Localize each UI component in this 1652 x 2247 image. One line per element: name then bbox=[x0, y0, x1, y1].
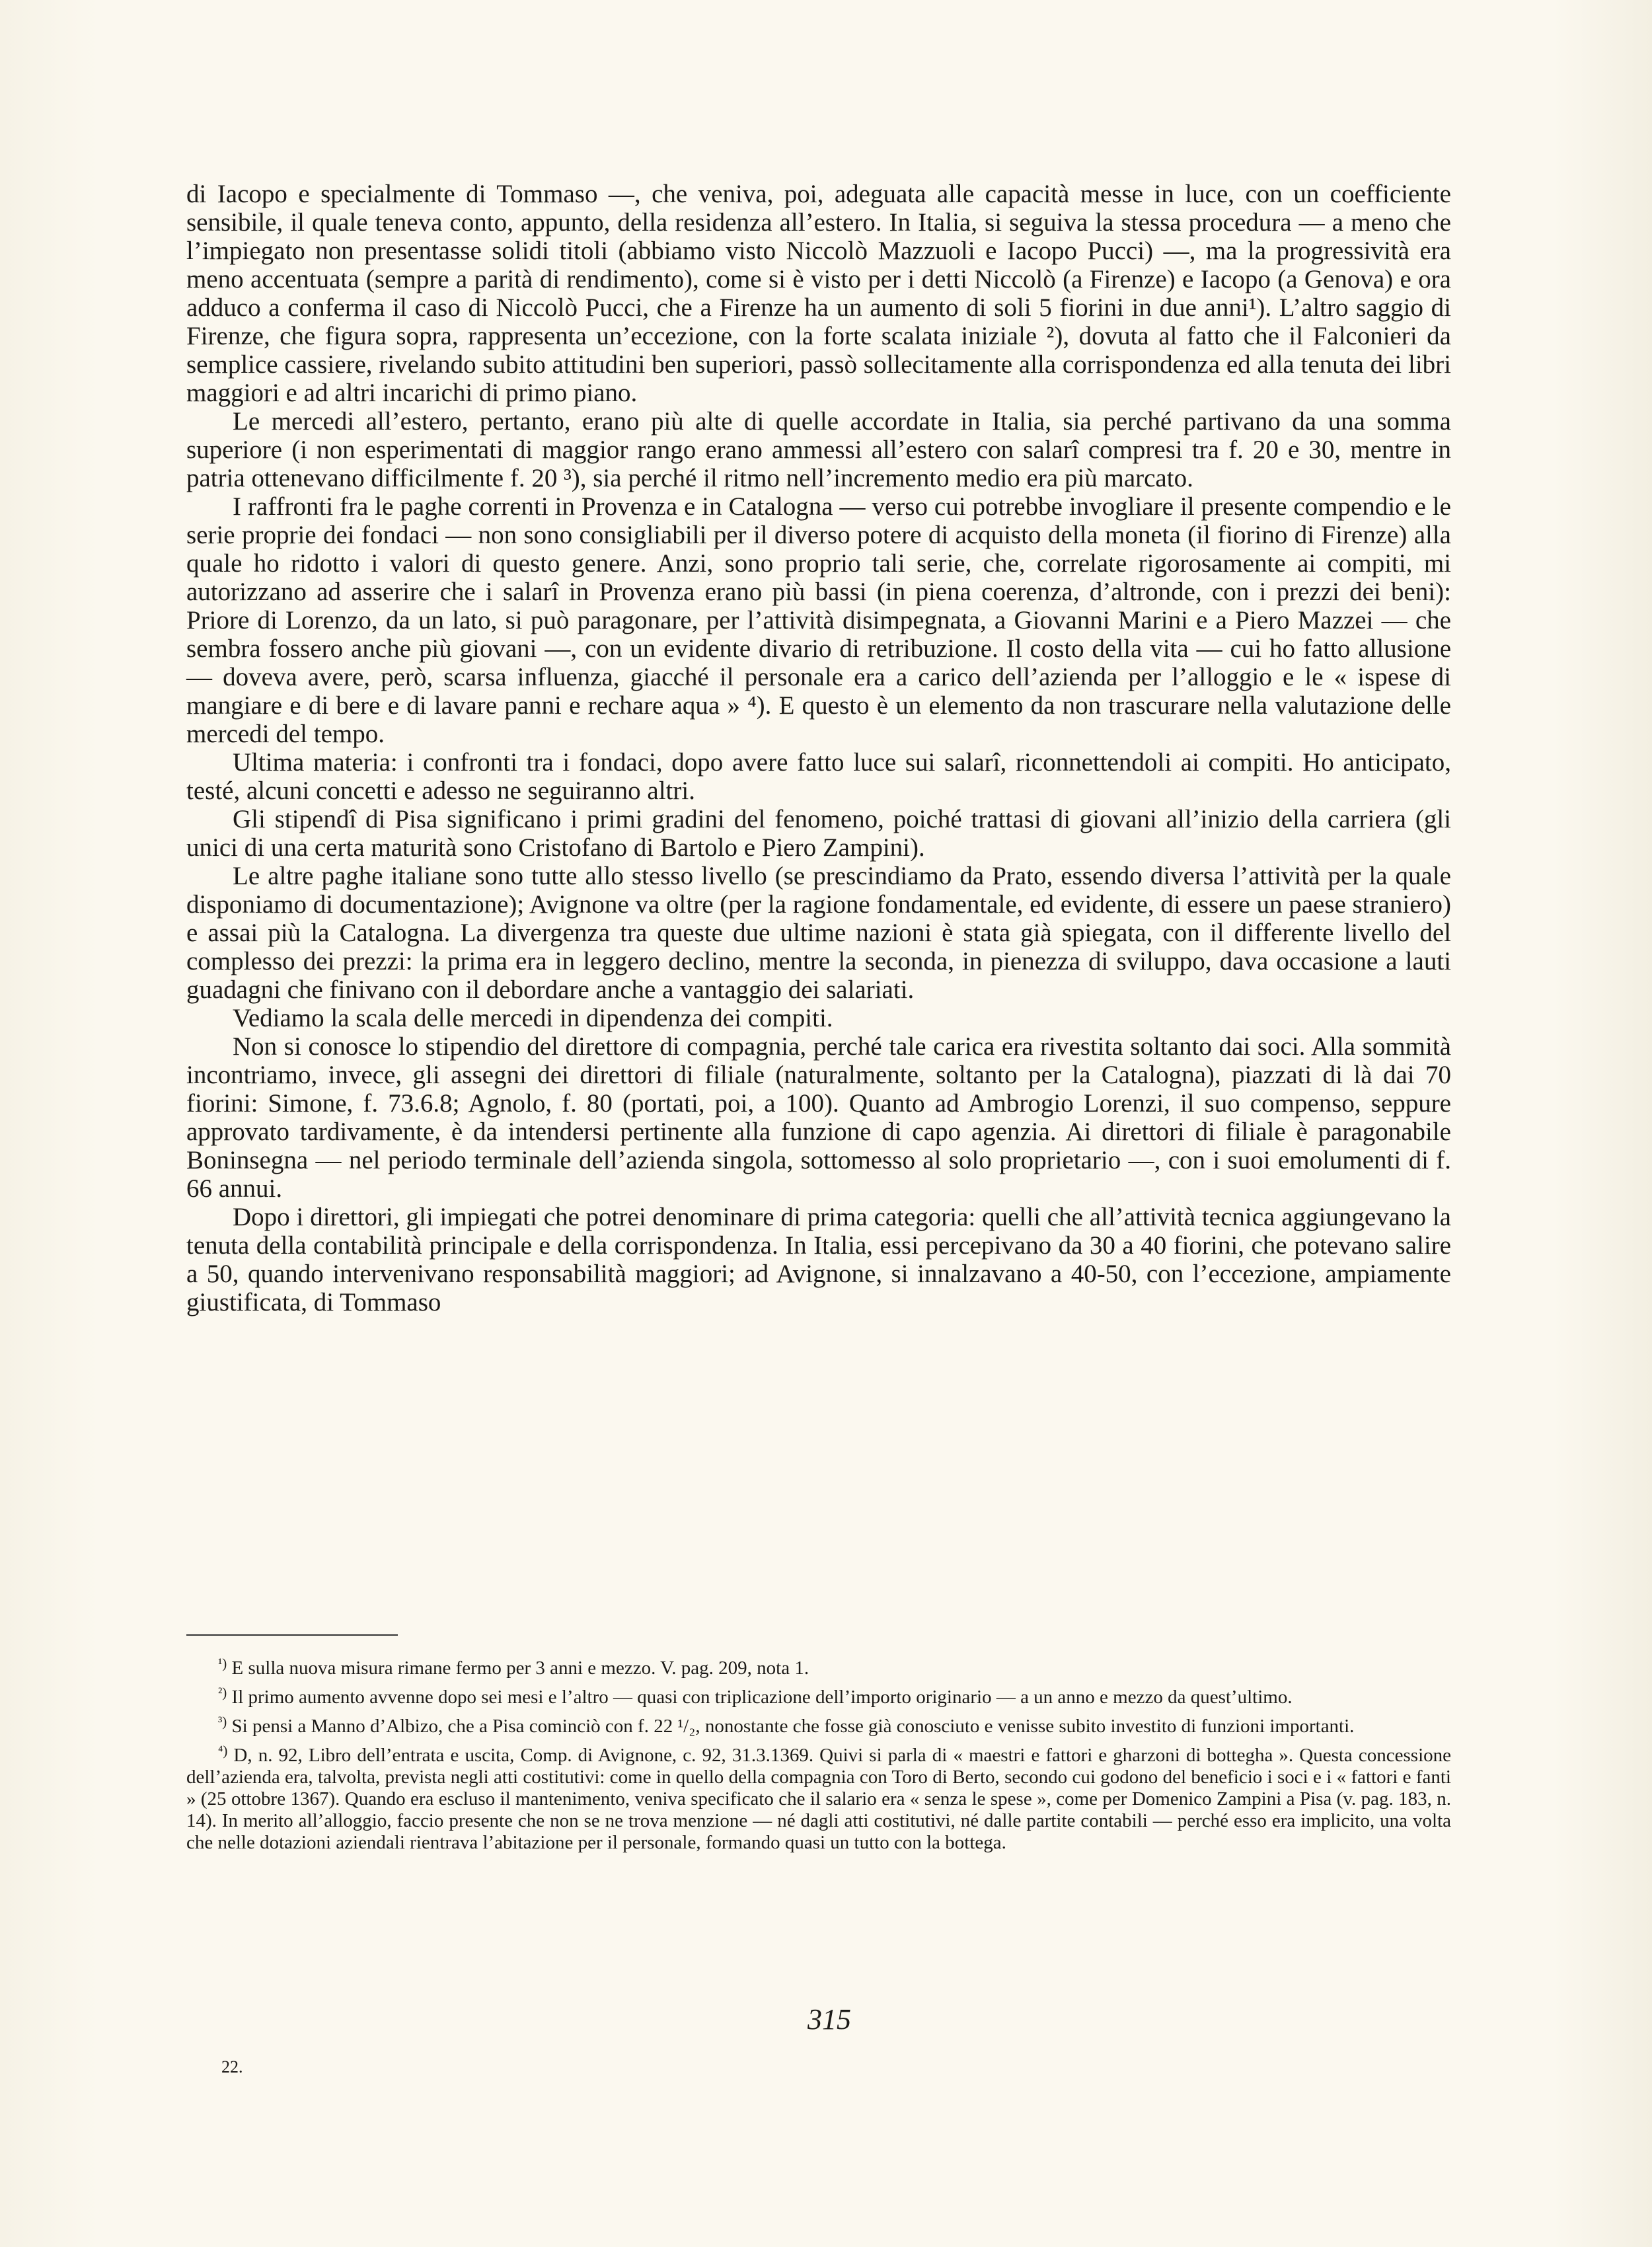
footnote bbox=[186, 1740, 1451, 1854]
paragraph: Dopo i direttori, gli impiegati che potrei denominare di prima categoria: quelli che all’attività tecnica aggiungevano la tenuta della contabilità principale e della corrispondenza. In Italia, essi percepivano da 30 a 40 fiorini, che potevano salire a 50, quando intervenivano responsabilità maggiori; ad Avignone, si innalzavano a 40-50, con l’eccezione, ampiamente giustificata, di Tommaso bbox=[186, 1203, 1451, 1316]
paragraph: I raffronti fra le paghe correnti in Provenza e in Catalogna — verso cui potrebbe invogliare il presente compendio e le serie proprie dei fondaci — non sono consigliabili per il diverso potere di acquisto della moneta (il fiorino di Firenze) alla quale ho ridotto i valori di questo genere. Anzi, sono proprio tali serie, che, correlate rigorosamente ai compiti, mi autorizzano ad asserire che i salarî in Provenza erano più bassi (in piena coerenza, d’altronde, con i prezzi dei beni): Priore di Lorenzo, da un lato, si può paragonare, per l’attività disimpegnata, a Giovanni Marini e a Piero Mazzei — che sembra fossero anche più giovani —, con un evidente divario di retribuzione. Il costo della vita — cui ho fatto allusione — doveva avere, però, scarsa influenza, giacché il personale era a carico dell’azienda per l’alloggio e le « ispese di mangiare e di bere e di lavare panni e rechare aqua » ⁴). E questo è un elemento da non trascurare nella valutazione delle mercedi del tempo. bbox=[186, 492, 1451, 748]
footnote-mark: ⁴) bbox=[218, 1743, 228, 1759]
paragraph: di Iacopo e specialmente di Tommaso —, che veniva, poi, adeguata alle capacità messe in luce, con un coefficiente sensibile, il quale teneva conto, appunto, della residenza all’estero. In Italia, si seguiva la stessa procedura — a meno che l’impiegato non presentasse solidi titoli (abbiamo visto Niccolò Mazzuoli e Iacopo Pucci) —, ma la progressività era meno accentuata (sempre a parità di rendimento), come si è visto per i detti Niccolò (a Firenze) e Iacopo (a Genova) e ora adduco a conferma il caso di Niccolò Pucci, che a Firenze ha un aumento di soli 5 fiorini in due anni¹). L’altro saggio di Firenze, che figura sopra, rappresenta un’eccezione, con la forte scalata iniziale ²), dovuta al fatto che il Falconieri da semplice cassiere, rivelando subito attitudini ben superiori, passò sollecitamente alla corrispondenza ed alla tenuta dei libri maggiori e ad altri incarichi di primo piano. bbox=[186, 180, 1451, 407]
paragraph: Le mercedi all’estero, pertanto, erano più alte di quelle accordate in Italia, sia perché partivano da una somma superiore (i non esperimentati di maggior rango erano ammessi all’estero con salarî compresi tra f. 20 e 30, mentre in patria ottenevano difficilmente f. 20 ³), sia perché il ritmo nell’incremento medio era più marcato. bbox=[186, 407, 1451, 492]
signature-mark: 22. bbox=[221, 2057, 243, 2076]
footnote-mark: ²) bbox=[218, 1685, 227, 1700]
main-text bbox=[186, 180, 1451, 1316]
footnote-text: Il primo aumento avvenne dopo sei mesi e l’altro — quasi con triplicazione dell’importo originario — a un anno e mezzo da quest’ultimo. bbox=[231, 1687, 1293, 1708]
paragraph: Le altre paghe italiane sono tutte allo stesso livello (se prescindiamo da Prato, essendo diversa l’attività per la quale disponiamo di documentazione); Avignone va oltre (per la ragione fondamentale, ed evidente, di essere un paese straniero) e assai più la Catalogna. La divergenza tra queste due ultime nazioni è stata già spiegata, con il differente livello del complesso dei prezzi: la prima era in leggero declino, mentre la seconda, in pienezza di sviluppo, dava occasione a lauti guadagni che finivano con il debordare anche a vantaggio dei salariati. bbox=[186, 862, 1451, 1004]
footnote bbox=[186, 1711, 1451, 1737]
footnote-mark: ¹) bbox=[218, 1656, 227, 1671]
paragraph: Gli stipendî di Pisa significano i primi gradini del fenomeno, poiché trattasi di giovani all’inizio della carriera (gli unici di una certa maturità sono Cristofano di Bartolo e Piero Zampini). bbox=[186, 805, 1451, 862]
footnote-text: Si pensi a Manno d’Albizo, che a Pisa cominciò con f. 22 ¹/₂, nonostante che fosse già conosciuto e venisse subito investito di funzioni importanti. bbox=[231, 1716, 1355, 1737]
footnote bbox=[186, 1653, 1451, 1679]
paragraph: Vediamo la scala delle mercedi in dipendenza dei compiti. bbox=[233, 1004, 833, 1032]
paragraph: Ultima materia: i confronti tra i fondaci, dopo avere fatto luce sui salarî, riconnettendoli ai compiti. Ho anticipato, testé, alcuni concetti e adesso ne seguiranno altri. bbox=[186, 748, 1451, 805]
footnote bbox=[186, 1682, 1451, 1708]
footnotes bbox=[186, 1653, 1451, 1856]
footnote-separator bbox=[186, 1634, 398, 1636]
footnote-text: E sulla nuova misura rimane fermo per 3 anni e mezzo. V. pag. 209, nota 1. bbox=[231, 1657, 809, 1679]
footnote-text: D, n. 92, Libro dell’entrata e uscita, Comp. di Avignone, c. 92, 31.3.1369. Quivi si parla di « maestri e fattori e gharzoni di bottegha ». Questa concessione dell’azienda era, talvolta, prevista negli atti costitutivi: come in quello della compagnia con Toro di Berto, secondo cui godono del beneficio i soci e i « fattori e fanti » (25 ottobre 1367). Quando era escluso il mantenimento, veniva specificato che il salario era « senza le spese », come per Domenico Zampini a Pisa (v. pag. 183, n. 14). In merito all’alloggio, faccio presente che non se ne trova menzione — né dagli atti costitutivi, né dalle partite contabili — perché esso era implicito, una volta che nelle dotazioni aziendali rientrava l’abitazione per il personale, formando quasi un tutto con la bottega. bbox=[186, 1745, 1451, 1853]
footnote-mark: ³) bbox=[218, 1714, 227, 1730]
page-number: 315 bbox=[807, 2003, 851, 2036]
paragraph: Non si conosce lo stipendio del direttore di compagnia, perché tale carica era rivestita soltanto dai soci. Alla sommità incontriamo, invece, gli assegni dei direttori di filiale (naturalmente, soltanto per la Catalogna), piazzati di là dai 70 fiorini: Simone, f. 73.6.8; Agnolo, f. 80 (portati, poi, a 100). Quanto ad Ambrogio Lorenzi, il suo compenso, seppure approvato tardivamente, è da intendersi pertinente alla funzione di capo agenzia. Ai direttori di filiale è paragonabile Boninsegna — nel periodo terminale dell’azienda singola, sottomesso al solo proprietario —, con i suoi emolumenti di f. 66 annui. bbox=[186, 1032, 1451, 1203]
